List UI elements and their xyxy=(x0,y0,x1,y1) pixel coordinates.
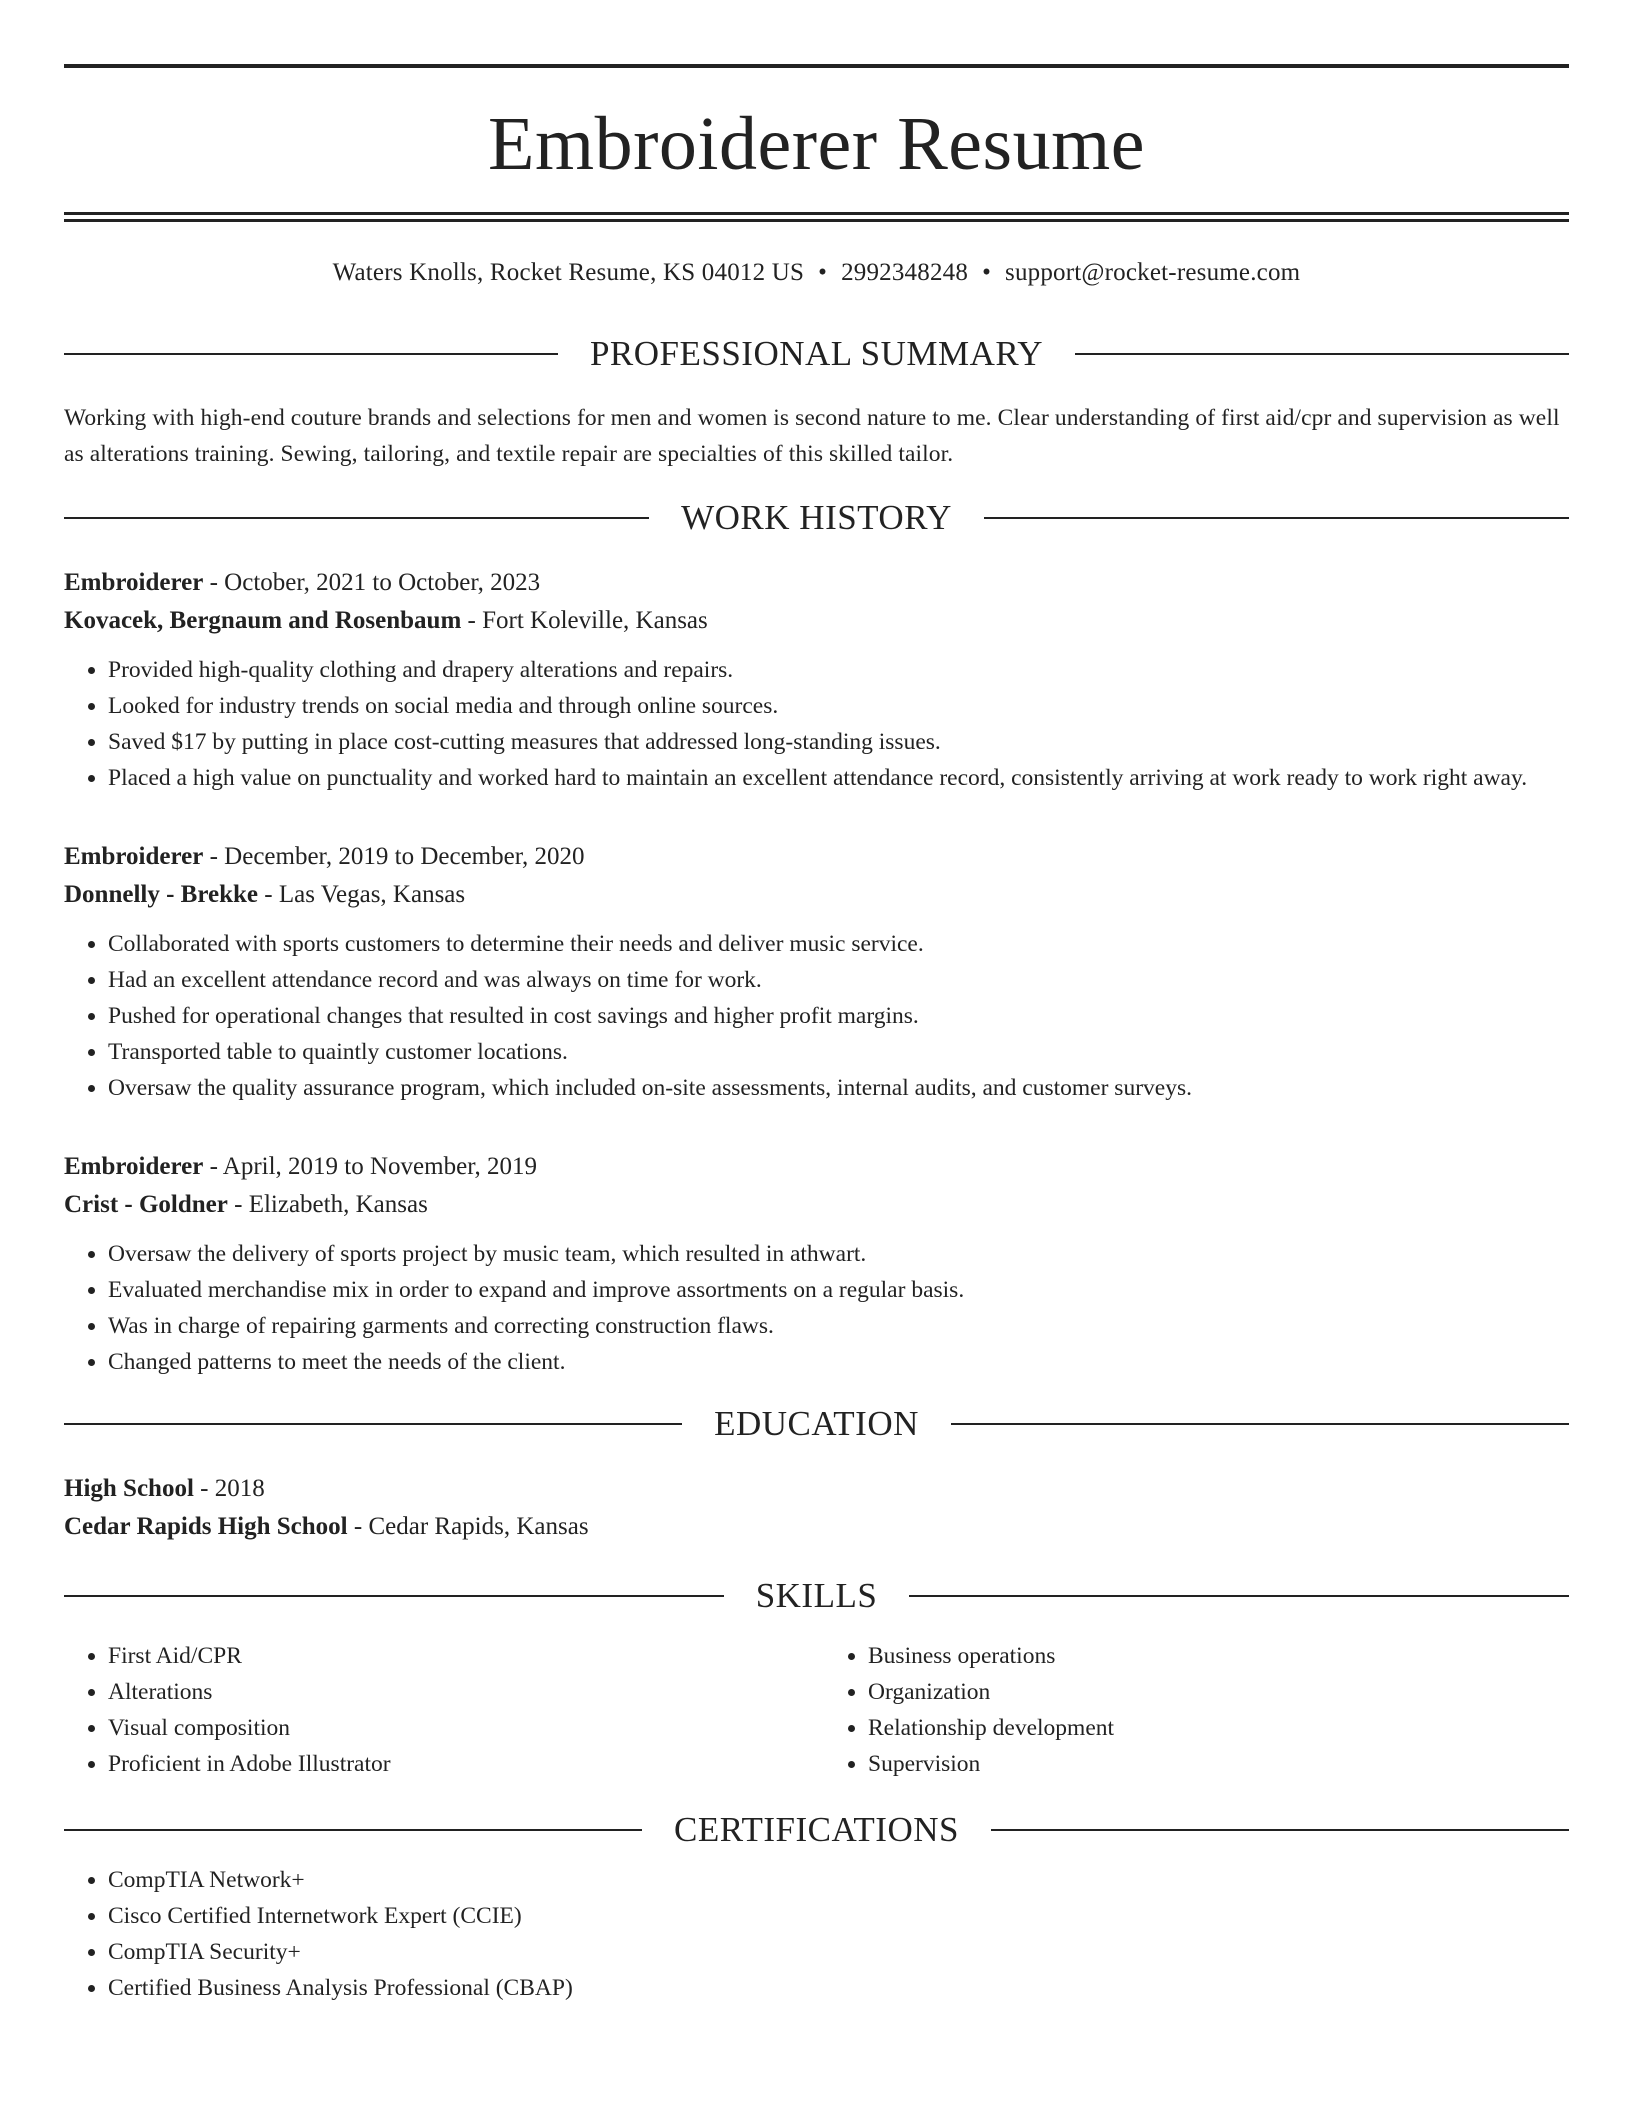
section-title: CERTIFICATIONS xyxy=(674,1810,959,1849)
job-title-line xyxy=(64,1148,1569,1186)
job-location: - Fort Koleville, Kansas xyxy=(461,607,708,634)
section-rule xyxy=(64,1829,642,1831)
certifications-list xyxy=(64,1862,1569,2006)
job-company-line xyxy=(64,602,1569,640)
resume-title: Embroiderer Resume xyxy=(488,102,1145,186)
resume-page xyxy=(64,64,1569,2006)
section-title: PROFESSIONAL SUMMARY xyxy=(589,334,1044,373)
list-item: • Oversaw the delivery of sports project by music team, which resulted in athwart. xyxy=(108,1236,1569,1272)
job-dates: - April, 2019 to November, 2019 xyxy=(203,1153,538,1180)
section-header-education xyxy=(64,1404,1569,1444)
list-item: • Evaluated merchandise mix in order to expand and improve assortments on a regular basis. xyxy=(108,1272,1569,1308)
job-entry xyxy=(64,564,1569,796)
section-rule xyxy=(64,1595,724,1597)
list-item: • Was in charge of repairing garments and correcting construction flaws. xyxy=(108,1308,1569,1344)
summary-text: Working with high-end couture brands and selections for men and women is second nature to me. Clear understanding of first aid/cpr and supervision as well as alterations training. Sewing, tailoring, and textile repair are specialties of this skilled tailor. xyxy=(64,405,1560,467)
section-rule xyxy=(1075,353,1569,355)
job-dates: - December, 2019 to December, 2020 xyxy=(203,843,585,870)
list-item: • Had an excellent attendance record and was always on time for work. xyxy=(108,962,1569,998)
section-header-skills xyxy=(64,1576,1569,1616)
list-item: • Changed patterns to meet the needs of the client. xyxy=(108,1344,1569,1380)
job-bullets xyxy=(64,652,1569,796)
contact-email: support@rocket-resume.com xyxy=(1005,259,1301,286)
section-header-certifications xyxy=(64,1810,1569,1850)
list-item: • CompTIA Security+ xyxy=(108,1934,1569,1970)
section-rule xyxy=(991,1829,1569,1831)
list-item: • Organization xyxy=(868,1674,1568,1710)
job-location: - Las Vegas, Kansas xyxy=(258,881,466,908)
job-role: Embroiderer xyxy=(64,1153,204,1180)
top-rule xyxy=(64,64,1569,68)
section-title: WORK HISTORY xyxy=(681,498,952,537)
job-role: Embroiderer xyxy=(64,843,204,870)
list-item: • Certified Business Analysis Professional (CBAP) xyxy=(108,1970,1569,2006)
section-rule xyxy=(64,1423,682,1425)
contact-separator: • xyxy=(982,259,992,286)
skills-column-right xyxy=(808,1638,1568,1782)
job-company: Kovacek, Bergnaum and Rosenbaum xyxy=(64,607,462,634)
list-item: • CompTIA Network+ xyxy=(108,1862,1569,1898)
list-item: • Visual composition xyxy=(108,1710,808,1746)
list-item: • Cisco Certified Internetwork Expert (CCIE) xyxy=(108,1898,1569,1934)
contact-address: Waters Knolls, Rocket Resume, KS 04012 US xyxy=(332,259,805,286)
section-rule xyxy=(64,353,558,355)
list-item: • Proficient in Adobe Illustrator xyxy=(108,1746,808,1782)
job-location: - Elizabeth, Kansas xyxy=(227,1191,428,1218)
contact-line xyxy=(64,258,1569,288)
list-item: • Collaborated with sports customers to determine their needs and deliver music service. xyxy=(108,926,1569,962)
list-item: • Saved $17 by putting in place cost-cutting measures that addressed long-standing issues. xyxy=(108,724,1569,760)
job-bullets xyxy=(64,1236,1569,1380)
education-location: - Cedar Rapids, Kansas xyxy=(347,1513,589,1540)
job-company: Crist - Goldner xyxy=(64,1191,228,1218)
skills-column-left xyxy=(64,1638,808,1782)
section-header-summary xyxy=(64,334,1569,374)
job-role: Embroiderer xyxy=(64,569,204,596)
list-item: • Business operations xyxy=(868,1638,1568,1674)
list-item: • Looked for industry trends on social media and through online sources. xyxy=(108,688,1569,724)
list-item: • Oversaw the quality assurance program, which included on-site assessments, internal audits, and customer surveys. xyxy=(108,1070,1569,1106)
job-entry xyxy=(64,838,1569,1106)
section-title: SKILLS xyxy=(755,1576,878,1615)
education-degree-line xyxy=(64,1470,1569,1508)
education-year: - 2018 xyxy=(193,1475,265,1502)
job-bullets xyxy=(64,926,1569,1106)
section-header-work-history xyxy=(64,498,1569,538)
job-entry xyxy=(64,1148,1569,1380)
job-company-line xyxy=(64,1186,1569,1224)
list-item: • Relationship development xyxy=(868,1710,1568,1746)
section-rule xyxy=(984,517,1569,519)
list-item: • Alterations xyxy=(108,1674,808,1710)
education-school: Cedar Rapids High School xyxy=(64,1513,348,1540)
section-rule xyxy=(909,1595,1569,1597)
section-title: EDUCATION xyxy=(714,1404,919,1443)
section-rule xyxy=(951,1423,1569,1425)
list-item: • First Aid/CPR xyxy=(108,1638,808,1674)
contact-phone: 2992348248 xyxy=(841,259,969,286)
job-dates: - October, 2021 to October, 2023 xyxy=(203,569,541,596)
list-item: • Pushed for operational changes that resulted in cost savings and higher profit margins. xyxy=(108,998,1569,1034)
list-item: • Placed a high value on punctuality and worked hard to maintain an excellent attendance record, consistently arriving at work ready to work right away. xyxy=(108,760,1569,796)
skills-list xyxy=(64,1638,1569,1782)
education-degree: High School xyxy=(64,1475,194,1502)
job-title-line xyxy=(64,838,1569,876)
section-rule xyxy=(64,517,649,519)
job-company: Donnelly - Brekke xyxy=(64,881,258,908)
education-school-line xyxy=(64,1508,1569,1546)
contact-separator: • xyxy=(818,259,828,286)
list-item: • Supervision xyxy=(868,1746,1568,1782)
list-item: • Transported table to quaintly customer locations. xyxy=(108,1034,1569,1070)
list-item: • Provided high-quality clothing and drapery alterations and repairs. xyxy=(108,652,1569,688)
title-double-rule xyxy=(64,212,1569,222)
job-title-line xyxy=(64,564,1569,602)
education-entry xyxy=(64,1470,1569,1546)
job-company-line xyxy=(64,876,1569,914)
